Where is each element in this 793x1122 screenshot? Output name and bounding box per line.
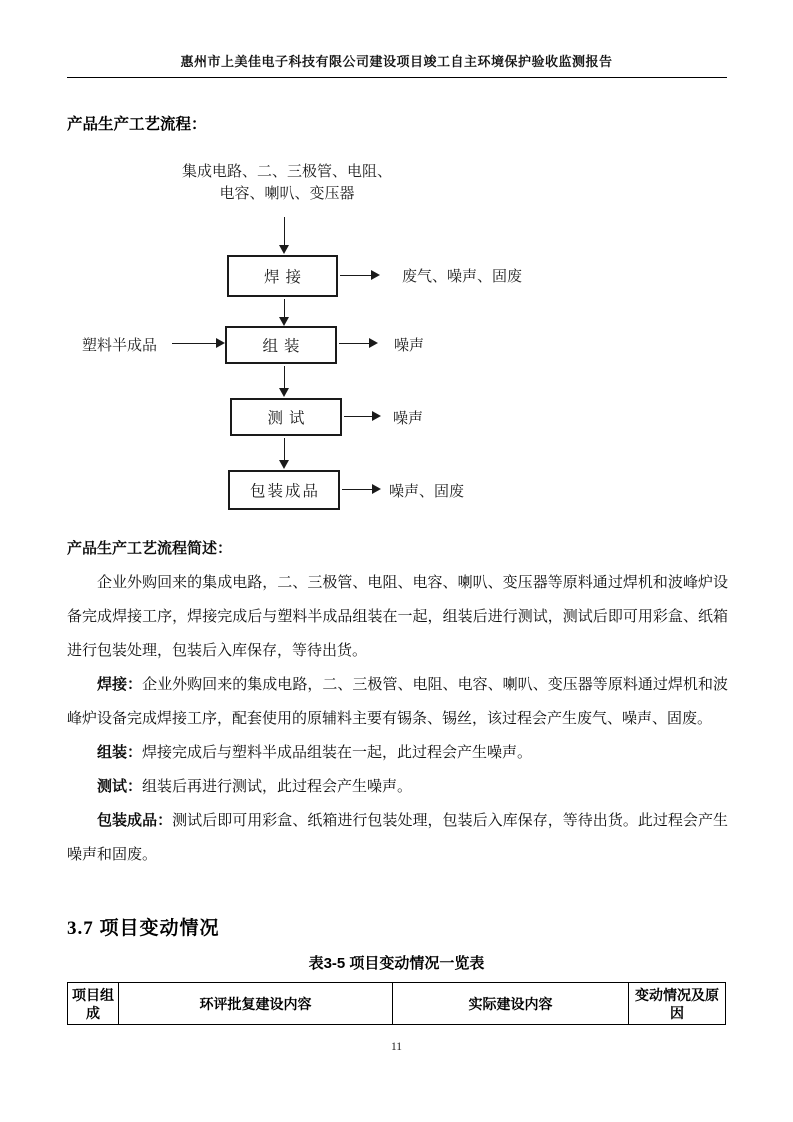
arrow-down-icon [279,460,289,469]
flow-output-assembly: 噪声 [394,337,425,354]
description-intro: 企业外购回来的集成电路，二、三极管、电阻、电容、喇叭、变压器等原料通过焊机和波峰炉设备完成焊接工序，焊接完成后与塑料半成品组装在一起，组装后进行测试，测试后即可用彩盒、纸箱进行包装处理，包装后入库保存，等待出货。 [67,574,728,659]
process-item-welding [67,668,728,736]
process-item-label: 包装成品： [97,812,173,829]
process-item-packaging [67,804,728,872]
page-header: 惠州市上美佳电子科技有限公司建设项目竣工自主环境保护验收监测报告 [180,54,613,69]
change-table [67,982,726,1025]
process-item-label: 测试： [97,778,143,795]
flow-output-welding: 废气、噪声、固废 [402,268,523,285]
arrow-down-icon [284,299,285,317]
process-item-text: 企业外购回来的集成电路，二、三极管、电阻、电容、喇叭、变压器等原料通过焊机和波峰炉设备完成焊接工序，配套使用的原辅料主要有锡条、锡丝，该过程会产生废气、噪声、固废。 [67,676,728,727]
arrow-right-icon [340,275,371,276]
flow-box-assembly: 组装 [225,326,337,364]
process-item-text: 测试后即可用彩盒、纸箱进行包装处理，包装后入库保存，等待出货。此过程会产生噪声和固废。 [67,812,728,863]
flow-source-line2: 电容、喇叭、变压器 [219,185,355,202]
process-item-label: 组装： [97,744,143,761]
arrow-down-icon [284,366,285,388]
flow-section-title: 产品生产工艺流程： [67,116,207,133]
process-item-testing [67,770,728,804]
section-heading: 3.7 项目变动情况 [67,918,220,939]
col-actual-content: 实际建设内容 [393,983,629,1025]
arrow-down-icon [284,438,285,460]
arrow-right-icon [369,338,378,348]
col-change-reason: 变动情况及原因 [629,983,726,1025]
arrow-right-icon [339,343,369,344]
arrow-down-icon [279,317,289,326]
arrow-down-icon [279,388,289,397]
flow-box-welding: 焊接 [227,255,338,297]
flow-output-packaging: 噪声、固废 [389,483,465,500]
page-number: 11 [390,1041,403,1053]
arrow-right-icon [372,411,381,421]
col-project-composition: 项目组成 [68,983,119,1025]
description-title: 产品生产工艺流程简述： [67,540,233,557]
flow-box-testing: 测试 [230,398,342,436]
flow-box-packaging: 包装成品 [228,470,340,510]
arrow-right-icon [172,343,216,344]
flow-source-line1: 集成电路、二、三极管、电阻、 [181,163,392,180]
flow-output-testing: 噪声 [393,410,424,427]
arrow-right-icon [344,416,372,417]
process-item-text: 组装后再进行测试，此过程会产生噪声。 [142,778,413,795]
arrow-down-icon [284,217,285,245]
process-item-text: 焊接完成后与塑料半成品组装在一起，此过程会产生噪声。 [142,744,533,761]
process-description [67,532,728,872]
process-item-label: 焊接： [97,676,143,693]
flow-side-input-label: 塑料半成品 [82,337,158,354]
arrow-right-icon [216,338,225,348]
flow-source-label [167,161,407,205]
arrow-right-icon [372,484,381,494]
table-caption: 表3-5 项目变动情况一览表 [308,955,485,972]
arrow-right-icon [371,270,380,280]
arrow-right-icon [342,489,372,490]
col-eia-approved-content: 环评批复建设内容 [119,983,393,1025]
arrow-down-icon [279,245,289,254]
header-divider [67,77,727,78]
table-header-row [68,983,726,1025]
process-item-assembly [67,736,728,770]
